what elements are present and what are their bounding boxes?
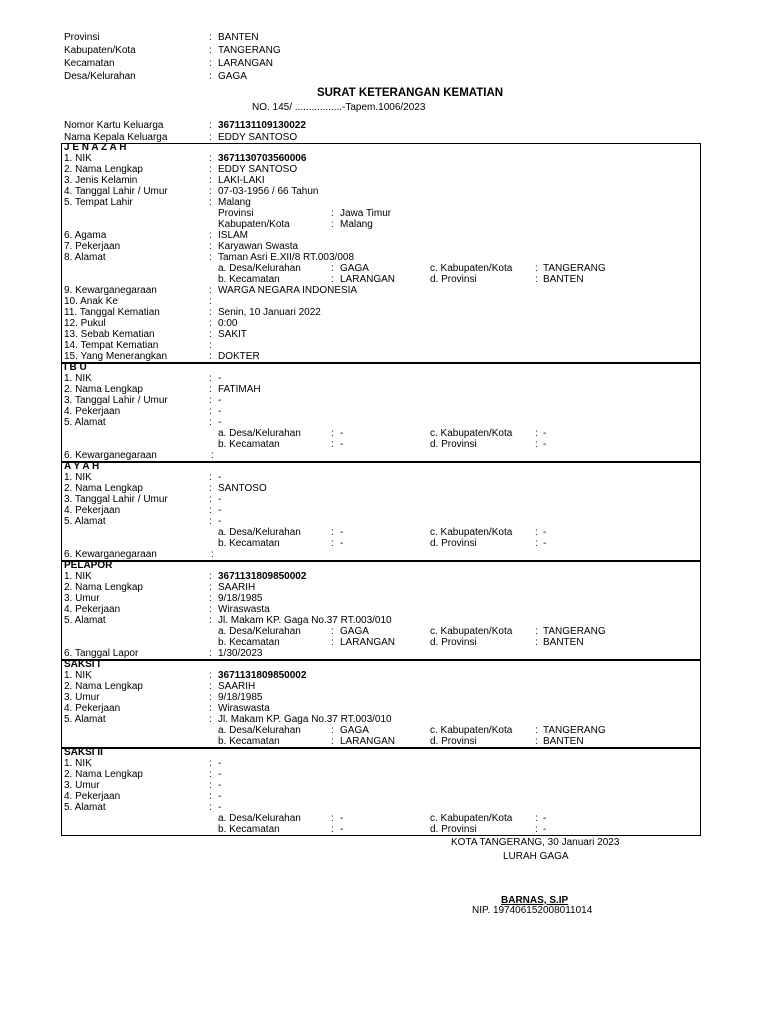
section-title: SAKSI II xyxy=(64,747,103,758)
colon: : xyxy=(209,505,212,516)
colon: : xyxy=(331,428,334,439)
field-value: 9/18/1985 xyxy=(218,692,263,703)
field-label: 12. Pukul xyxy=(64,318,106,329)
field-value: 1/30/2023 xyxy=(218,648,263,659)
colon: : xyxy=(331,208,334,219)
sub-field-value: - xyxy=(543,824,547,835)
field-value: Jl. Makam KP. Gaga No.37 RT.003/010 xyxy=(218,714,392,725)
field-label: 2. Nama Lengkap xyxy=(64,582,143,593)
field-value: - xyxy=(218,769,222,780)
sub-field-label: a. Desa/Kelurahan xyxy=(218,725,301,736)
sub-field-label: d. Provinsi xyxy=(430,637,477,648)
sub-field-value: TANGERANG xyxy=(543,263,606,274)
field-label: 3. Tanggal Lahir / Umur xyxy=(64,494,168,505)
field-value: EDDY SANTOSO xyxy=(218,164,298,175)
field-value: - xyxy=(218,494,222,505)
colon: : xyxy=(209,769,212,780)
section-title: J E N A Z A H xyxy=(64,142,127,153)
field-value: Taman Asri E.XII/8 RT.003/008 xyxy=(218,252,355,263)
signatory-nip: NIP. 197406152008011014 xyxy=(472,905,593,916)
sub-field-value: - xyxy=(340,428,344,439)
colon: : xyxy=(331,538,334,549)
field-value: - xyxy=(218,395,222,406)
field-label: 6. Agama xyxy=(64,230,107,241)
sub-field-value: BANTEN xyxy=(543,274,584,285)
colon: : xyxy=(331,219,334,230)
colon: : xyxy=(535,736,538,747)
field-value: FATIMAH xyxy=(218,384,261,395)
field-label: 3. Jenis Kelamin xyxy=(64,175,138,186)
field-label: 13. Sebab Kematian xyxy=(64,329,155,340)
sub-field-label: b. Kecamatan xyxy=(218,439,280,450)
colon: : xyxy=(209,582,212,593)
field-label: 5. Alamat xyxy=(64,417,106,428)
field-label: 4. Pekerjaan xyxy=(64,505,121,516)
section-box xyxy=(61,143,701,363)
sub-field-value: - xyxy=(340,538,344,549)
colon: : xyxy=(209,252,212,263)
sub-field-label: d. Provinsi xyxy=(430,274,477,285)
header-colon: : xyxy=(209,120,212,131)
field-label: 5. Alamat xyxy=(64,615,106,626)
field-value: Malang xyxy=(218,197,251,208)
header-label-kabupaten: Kabupaten/Kota xyxy=(64,45,136,56)
field-value: 3671130703560006 xyxy=(218,153,307,164)
colon: : xyxy=(331,813,334,824)
sub-field-value: - xyxy=(543,527,547,538)
field-value: ISLAM xyxy=(218,230,249,241)
sub-field-value: - xyxy=(340,824,344,835)
field-value: SAARIH xyxy=(218,582,256,593)
field-label: 4. Tanggal Lahir / Umur xyxy=(64,186,168,197)
field-label: 5. Alamat xyxy=(64,516,106,527)
colon: : xyxy=(209,802,212,813)
sub-field-label: Provinsi xyxy=(218,208,254,219)
sub-field-label: d. Provinsi xyxy=(430,439,477,450)
field-label: 2. Nama Lengkap xyxy=(64,483,143,494)
sub-field-label: a. Desa/Kelurahan xyxy=(218,626,301,637)
section-box xyxy=(61,363,701,462)
field-label: 6. Kewarganegaraan xyxy=(64,549,157,560)
field-value: 3671131809850002 xyxy=(218,571,307,582)
colon: : xyxy=(535,626,538,637)
colon: : xyxy=(209,791,212,802)
field-value: - xyxy=(218,472,222,483)
field-label: 3. Umur xyxy=(64,780,100,791)
header-value-desa: GAGA xyxy=(218,71,247,82)
field-label: 5. Alamat xyxy=(64,714,106,725)
field-label: 5. Tempat Lahir xyxy=(64,197,133,208)
sub-field-value: - xyxy=(543,439,547,450)
sub-field-label: a. Desa/Kelurahan xyxy=(218,527,301,538)
sub-field-label: a. Desa/Kelurahan xyxy=(218,263,301,274)
sub-field-value: Jawa Timur xyxy=(340,208,392,219)
field-value: SANTOSO xyxy=(218,483,267,494)
colon: : xyxy=(209,373,212,384)
colon: : xyxy=(209,516,212,527)
field-label: 4. Pekerjaan xyxy=(64,703,121,714)
colon: : xyxy=(209,395,212,406)
colon: : xyxy=(209,340,212,351)
sub-field-label: d. Provinsi xyxy=(430,736,477,747)
field-label: 1. NIK xyxy=(64,670,92,681)
sub-field-value: LARANGAN xyxy=(340,274,396,285)
field-label: 6. Kewarganegaraan xyxy=(64,450,157,461)
field-label: 4. Pekerjaan xyxy=(64,791,121,802)
colon: : xyxy=(209,604,212,615)
header-value-kabupaten: TANGERANG xyxy=(218,45,281,56)
field-label: 5. Alamat xyxy=(64,802,106,813)
colon: : xyxy=(209,758,212,769)
signatory-name: BARNAS, S.IP xyxy=(501,895,569,906)
colon: : xyxy=(209,296,212,307)
colon: : xyxy=(211,549,214,560)
sub-field-label: b. Kecamatan xyxy=(218,538,280,549)
colon: : xyxy=(535,538,538,549)
colon: : xyxy=(209,703,212,714)
header-colon: : xyxy=(209,71,212,82)
sub-field-label: d. Provinsi xyxy=(430,538,477,549)
sub-field-label: b. Kecamatan xyxy=(218,824,280,835)
header-value-provinsi: BANTEN xyxy=(218,32,259,43)
field-label: 11. Tanggal Kematian xyxy=(64,307,160,318)
sub-field-value: LARANGAN xyxy=(340,637,396,648)
colon: : xyxy=(209,230,212,241)
colon: : xyxy=(209,329,212,340)
colon: : xyxy=(209,175,212,186)
field-label: 1. NIK xyxy=(64,153,92,164)
sub-field-label: b. Kecamatan xyxy=(218,736,280,747)
field-value: Karyawan Swasta xyxy=(218,241,299,252)
header-colon: : xyxy=(209,32,212,43)
header-colon: : xyxy=(209,58,212,69)
colon: : xyxy=(209,307,212,318)
sub-field-label: c. Kabupaten/Kota xyxy=(430,428,513,439)
field-label: 1. NIK xyxy=(64,472,92,483)
colon: : xyxy=(209,780,212,791)
sub-field-label: c. Kabupaten/Kota xyxy=(430,725,513,736)
sub-field-value: Malang xyxy=(340,219,373,230)
sub-field-value: - xyxy=(340,439,344,450)
sub-field-label: c. Kabupaten/Kota xyxy=(430,626,513,637)
sub-field-label: c. Kabupaten/Kota xyxy=(430,263,513,274)
colon: : xyxy=(209,384,212,395)
sub-field-value: - xyxy=(543,428,547,439)
colon: : xyxy=(331,637,334,648)
colon: : xyxy=(209,494,212,505)
colon: : xyxy=(209,593,212,604)
field-value: SAARIH xyxy=(218,681,256,692)
section-title: PELAPOR xyxy=(64,560,113,571)
colon: : xyxy=(331,527,334,538)
field-label: 2. Nama Lengkap xyxy=(64,769,143,780)
sub-field-label: b. Kecamatan xyxy=(218,274,280,285)
field-label: 2. Nama Lengkap xyxy=(64,384,143,395)
field-label: 1. NIK xyxy=(64,571,92,582)
colon: : xyxy=(209,472,212,483)
header-colon: : xyxy=(209,45,212,56)
kk-label: Nomor Kartu Keluarga xyxy=(64,120,164,131)
document-title: SURAT KETERANGAN KEMATIAN xyxy=(316,87,504,99)
sub-field-label: d. Provinsi xyxy=(430,824,477,835)
colon: : xyxy=(535,813,538,824)
colon: : xyxy=(211,450,214,461)
colon: : xyxy=(209,648,212,659)
field-label: 2. Nama Lengkap xyxy=(64,681,143,692)
field-value: DOKTER xyxy=(218,351,260,362)
colon: : xyxy=(535,527,538,538)
colon: : xyxy=(209,406,212,417)
sub-field-value: BANTEN xyxy=(543,637,584,648)
sub-field-value: TANGERANG xyxy=(543,626,606,637)
field-label: 6. Tanggal Lapor xyxy=(64,648,139,659)
sub-field-label: c. Kabupaten/Kota xyxy=(430,813,513,824)
sub-field-value: - xyxy=(340,527,344,538)
colon: : xyxy=(209,197,212,208)
field-value: - xyxy=(218,780,222,791)
section-title: SAKSI I xyxy=(64,659,101,670)
field-value: Senin, 10 Januari 2022 xyxy=(218,307,321,318)
sub-field-value: GAGA xyxy=(340,626,369,637)
field-value: SAKIT xyxy=(218,329,247,340)
colon: : xyxy=(535,274,538,285)
sub-field-label: b. Kecamatan xyxy=(218,637,280,648)
colon: : xyxy=(209,153,212,164)
colon: : xyxy=(209,351,212,362)
colon: : xyxy=(331,263,334,274)
field-label: 2. Nama Lengkap xyxy=(64,164,143,175)
field-label: 1. NIK xyxy=(64,373,92,384)
field-value: 07-03-1956 / 66 Tahun xyxy=(218,186,319,197)
sub-field-value: LARANGAN xyxy=(340,736,396,747)
field-label: 3. Umur xyxy=(64,692,100,703)
sub-field-value: GAGA xyxy=(340,725,369,736)
colon: : xyxy=(209,692,212,703)
field-value: - xyxy=(218,758,222,769)
sub-field-value: GAGA xyxy=(340,263,369,274)
colon: : xyxy=(331,439,334,450)
field-label: 1. NIK xyxy=(64,758,92,769)
field-value: Wiraswasta xyxy=(218,703,270,714)
colon: : xyxy=(209,615,212,626)
sub-field-value: - xyxy=(543,813,547,824)
sub-field-label: Kabupaten/Kota xyxy=(218,219,290,230)
field-value: LAKI-LAKI xyxy=(218,175,265,186)
sub-field-label: c. Kabupaten/Kota xyxy=(430,527,513,538)
section-box xyxy=(61,748,701,836)
colon: : xyxy=(331,725,334,736)
colon: : xyxy=(331,824,334,835)
field-label: 9. Kewarganegaraan xyxy=(64,285,157,296)
sub-field-label: a. Desa/Kelurahan xyxy=(218,428,301,439)
section-box xyxy=(61,462,701,561)
colon: : xyxy=(209,571,212,582)
header-value-kecamatan: LARANGAN xyxy=(218,58,274,69)
colon: : xyxy=(331,626,334,637)
colon: : xyxy=(209,714,212,725)
field-value: 9/18/1985 xyxy=(218,593,263,604)
signatory-position: LURAH GAGA xyxy=(503,851,569,862)
field-label: 4. Pekerjaan xyxy=(64,406,121,417)
colon: : xyxy=(535,824,538,835)
field-value: - xyxy=(218,505,222,516)
colon: : xyxy=(209,670,212,681)
field-label: 7. Pekerjaan xyxy=(64,241,121,252)
colon: : xyxy=(209,186,212,197)
field-value: 0:00 xyxy=(218,318,238,329)
colon: : xyxy=(209,241,212,252)
header-colon: : xyxy=(209,132,212,143)
field-value: Jl. Makam KP. Gaga No.37 RT.003/010 xyxy=(218,615,392,626)
field-label: 3. Umur xyxy=(64,593,100,604)
field-label: 4. Pekerjaan xyxy=(64,604,121,615)
kk-value: 3671131109130022 xyxy=(218,120,306,131)
colon: : xyxy=(209,318,212,329)
field-label: 14. Tempat Kematian xyxy=(64,340,159,351)
colon: : xyxy=(209,164,212,175)
header-label-provinsi: Provinsi xyxy=(64,32,100,43)
field-value: - xyxy=(218,373,222,384)
colon: : xyxy=(209,483,212,494)
colon: : xyxy=(331,736,334,747)
colon: : xyxy=(209,681,212,692)
field-label: 3. Tanggal Lahir / Umur xyxy=(64,395,168,406)
colon: : xyxy=(535,263,538,274)
field-value: 3671131809850002 xyxy=(218,670,307,681)
colon: : xyxy=(331,274,334,285)
sub-field-value: BANTEN xyxy=(543,736,584,747)
kepala-keluarga-label: Nama Kepala Keluarga xyxy=(64,132,168,143)
document-number: NO. 145/ .................-Tapem.1006/2023 xyxy=(252,102,426,113)
section-title: I B U xyxy=(64,362,87,373)
field-value: - xyxy=(218,791,222,802)
field-value: - xyxy=(218,516,222,527)
colon: : xyxy=(209,417,212,428)
colon: : xyxy=(535,637,538,648)
field-value: WARGA NEGARA INDONESIA xyxy=(218,285,358,296)
field-label: 15. Yang Menerangkan xyxy=(64,351,168,362)
colon: : xyxy=(535,725,538,736)
kepala-keluarga-value: EDDY SANTOSO xyxy=(218,132,298,143)
sub-field-label: a. Desa/Kelurahan xyxy=(218,813,301,824)
field-value: - xyxy=(218,406,222,417)
sub-field-value: - xyxy=(340,813,344,824)
field-value: - xyxy=(218,802,222,813)
colon: : xyxy=(535,439,538,450)
colon: : xyxy=(209,285,212,296)
field-value: - xyxy=(218,417,222,428)
field-label: 10. Anak Ke xyxy=(64,296,118,307)
header-label-kecamatan: Kecamatan xyxy=(64,58,115,69)
field-label: 8. Alamat xyxy=(64,252,106,263)
sub-field-value: - xyxy=(543,538,547,549)
colon: : xyxy=(535,428,538,439)
section-title: A Y A H xyxy=(64,461,100,472)
header-label-desa: Desa/Kelurahan xyxy=(64,71,136,82)
place-date: KOTA TANGERANG, 30 Januari 2023 xyxy=(451,837,620,848)
sub-field-value: TANGERANG xyxy=(543,725,606,736)
field-value: Wiraswasta xyxy=(218,604,270,615)
